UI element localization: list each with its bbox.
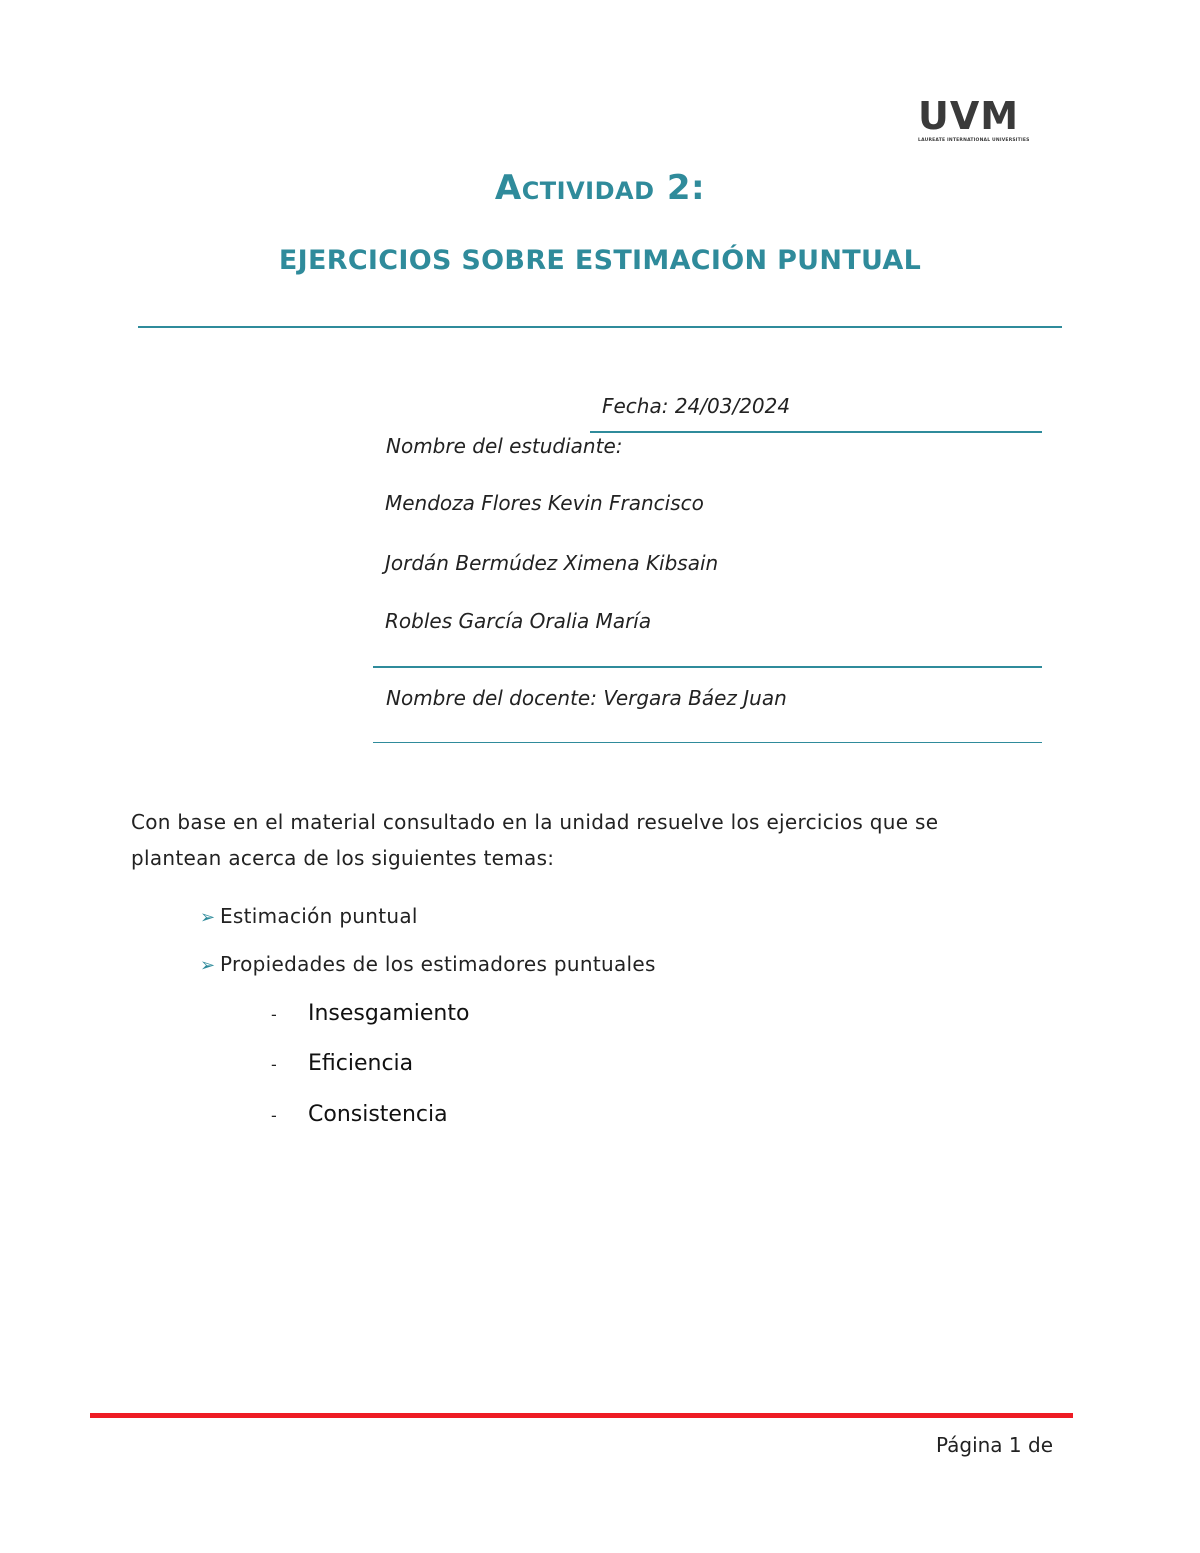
dash-marker: - (271, 1005, 277, 1024)
page-number: Página 1 de (935, 1433, 1053, 1457)
teacher-text: Nombre del docente: Vergara Báez Juan (386, 686, 787, 710)
intro-paragraph-line-1: Con base en el material consultado en la unidad resuelve los ejercicios que se (131, 810, 939, 834)
activity-title: Actividad 2: (494, 168, 706, 208)
uvm-logo (918, 96, 1040, 148)
student-name: Jordán Bermúdez Ximena Kibsain (385, 551, 719, 575)
activity-subtitle: EJERCICIOS SOBRE ESTIMACIÓN PUNTUAL (278, 245, 922, 276)
student-name: Mendoza Flores Kevin Francisco (385, 491, 704, 515)
date-text: Fecha: 24/03/2024 (602, 394, 791, 418)
student-name: Robles García Oralia María (385, 609, 652, 633)
dash-marker: - (271, 1106, 277, 1125)
dash-marker: - (271, 1055, 277, 1074)
date-divider (590, 431, 1042, 433)
sub-item (271, 1102, 448, 1127)
sub-item-label: Eficiencia (308, 1051, 414, 1076)
arrow-bullet-icon: ➢ (200, 907, 216, 928)
students-divider (373, 666, 1042, 668)
sub-item-label: Consistencia (308, 1102, 448, 1127)
footer-divider (90, 1413, 1073, 1418)
sub-item-label: Insesgamiento (308, 1001, 470, 1026)
sub-item (271, 1051, 413, 1076)
logo-word: UVM (918, 94, 1020, 138)
bullet-label: Propiedades de los estimadores puntuales (220, 952, 656, 976)
arrow-bullet-icon: ➢ (200, 955, 216, 976)
logo-tagline: LAUREATE INTERNATIONAL UNIVERSITIES (918, 138, 1030, 143)
sub-item (271, 1001, 469, 1026)
students-label: Nombre del estudiante: (386, 434, 623, 458)
bullet-label: Estimación puntual (220, 904, 418, 928)
bullet-item (200, 904, 418, 928)
intro-paragraph-line-2: plantean acerca de los siguientes temas: (131, 846, 555, 870)
teacher-divider (373, 742, 1042, 743)
bullet-item (200, 952, 656, 976)
title-divider (138, 326, 1062, 328)
